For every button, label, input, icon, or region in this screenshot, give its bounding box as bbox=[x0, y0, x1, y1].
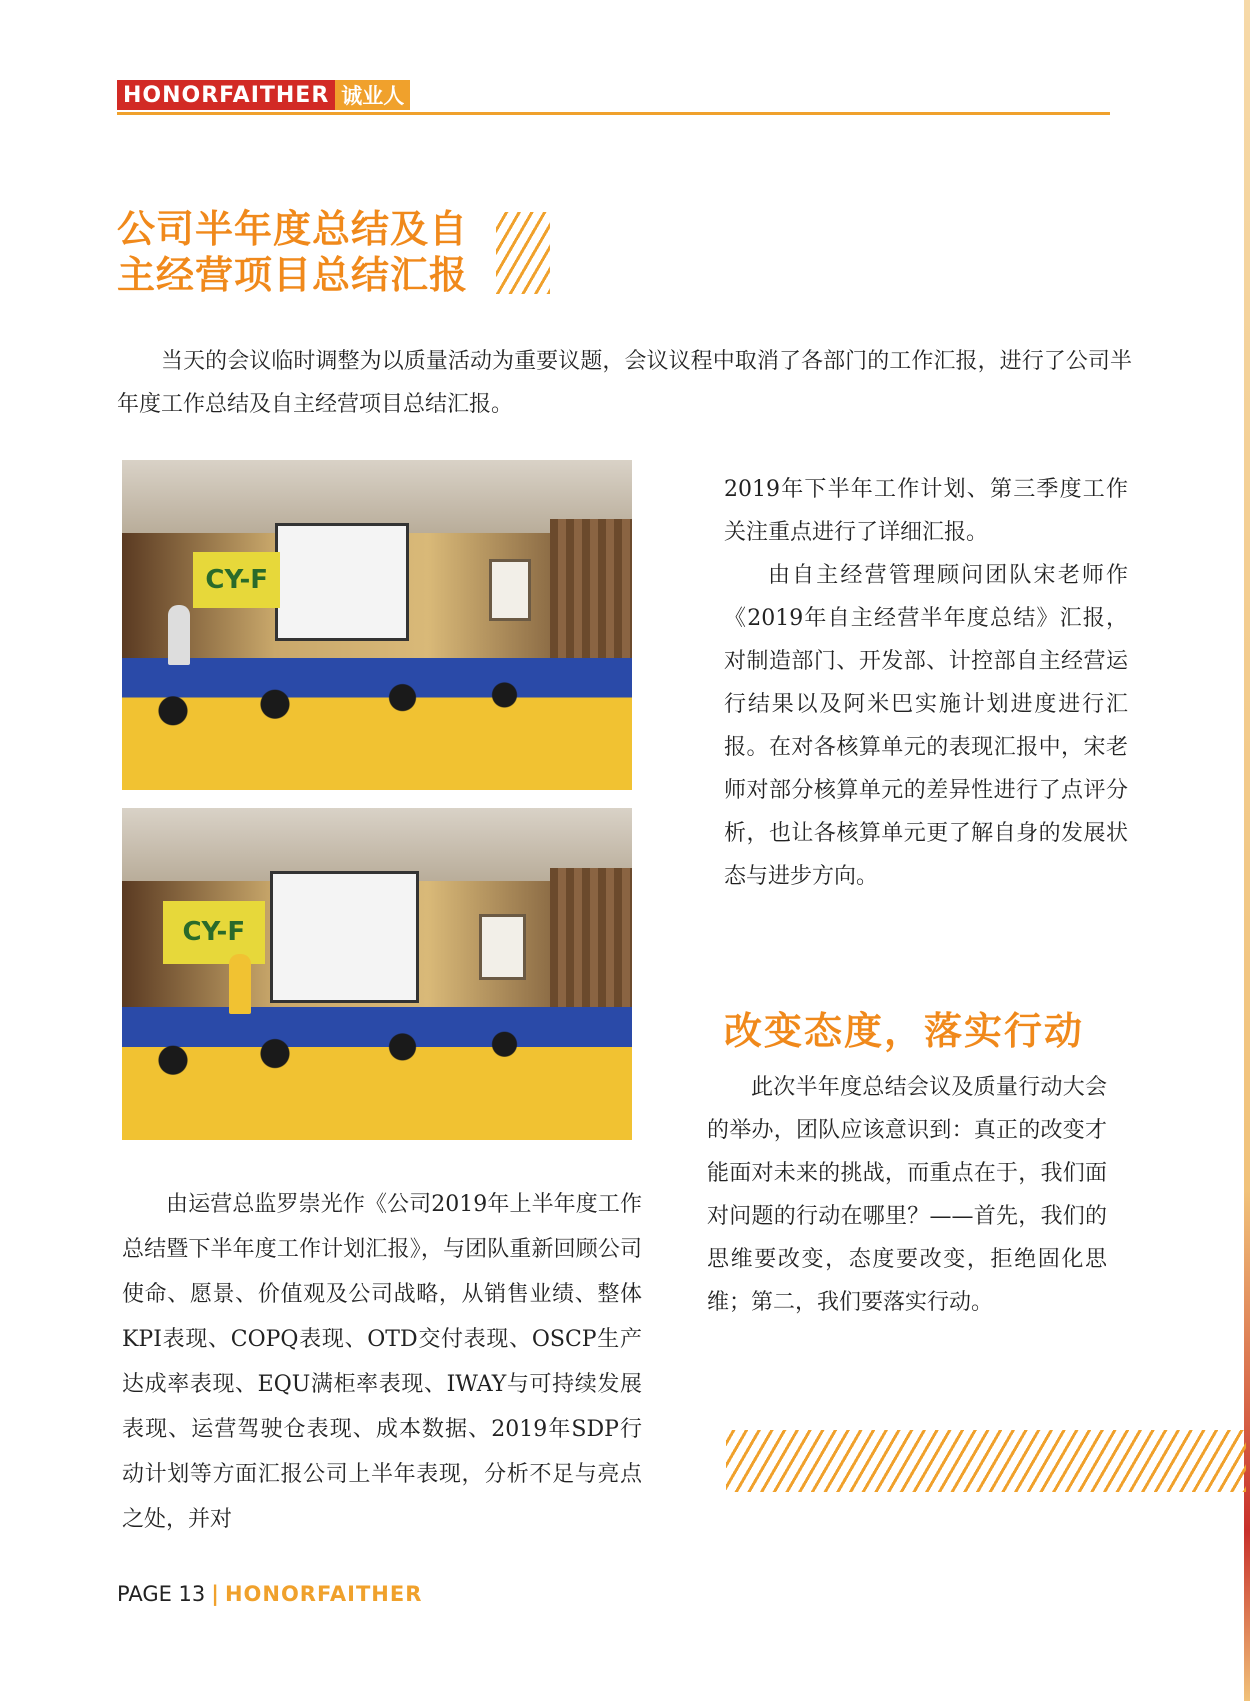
header-rule bbox=[117, 112, 1110, 115]
article-title-line1: 公司半年度总结及自 bbox=[117, 207, 469, 251]
footer-separator: | bbox=[211, 1582, 219, 1606]
projection-screen bbox=[275, 523, 409, 641]
right-column-paragraph-1: 2019年下半年工作计划、第三季度工作关注重点进行了详细汇报。 bbox=[724, 477, 1128, 545]
company-flag: CY-F bbox=[193, 552, 280, 608]
audience bbox=[122, 1007, 632, 1140]
intro-paragraph: 当天的会议临时调整为以质量活动为重要议题，会议议程中取消了各部门的工作汇报，进行了公司半年度工作总结及自主经营项目总结汇报。 bbox=[117, 349, 1132, 417]
right-column-text bbox=[724, 468, 1128, 898]
presenter bbox=[229, 954, 251, 1014]
meeting-photo-1 bbox=[122, 460, 632, 790]
presenter bbox=[168, 605, 190, 665]
page-number: PAGE 13 bbox=[117, 1582, 206, 1606]
footer-brand: HONORFAITHER bbox=[224, 1582, 423, 1606]
section-title: 改变态度，落实行动 bbox=[724, 1009, 1085, 1053]
brand-logo-cn: 诚业人 bbox=[335, 80, 410, 110]
article-title-line2: 主经营项目总结汇报 bbox=[117, 253, 469, 297]
left-column-paragraph: 由运营总监罗崇光作《公司2019年上半年度工作总结暨下半年度工作计划汇报》，与团队重新回顾公司使命、愿景、价值观及公司战略，从销售业绩、整体KPI表现、COPQ表现、OTD交付表现、OSCP生产达成率表现、EQU满柜率表现、IWAY与可持续发展表现、运营驾驶仓表现、成本数据、2019年SDP行动计划等方面汇报公司上半年表现，分析不足与亮点之处，并对 bbox=[122, 1192, 642, 1532]
projection-screen bbox=[270, 871, 419, 1003]
brand-logo-en: HONORFAITHER bbox=[117, 80, 335, 110]
section-body: 此次半年度总结会议及质量行动大会的举办，团队应该意识到：真正的改变才能面对未来的挑战，而重点在于，我们面对问题的行动在哪里？——首先，我们的思维要改变，态度要改变，拒绝固化思维；第二，我们要落实行动。 bbox=[707, 1075, 1107, 1315]
audience bbox=[122, 658, 632, 790]
bottom-hatch-decoration bbox=[726, 1430, 1246, 1492]
company-flag: CY-F bbox=[163, 901, 265, 964]
meeting-photo-2 bbox=[122, 808, 632, 1140]
title-hatch-decoration bbox=[496, 212, 550, 294]
brand-logo bbox=[117, 80, 410, 110]
page-footer bbox=[117, 1582, 422, 1606]
wall-painting bbox=[479, 914, 526, 980]
wall-painting bbox=[489, 559, 531, 621]
right-column-paragraph-2: 由自主经营管理顾问团队宋老师作《2019年自主经营半年度总结》汇报，对制造部门、开发部、计控部自主经营运行结果以及阿米巴实施计划进度进行汇报。在对各核算单元的表现汇报中，宋老师对部分核算单元的差异性进行了点评分析，也让各核算单元更了解自身的发展状态与进步方向。 bbox=[724, 563, 1128, 889]
article-title bbox=[117, 206, 517, 298]
